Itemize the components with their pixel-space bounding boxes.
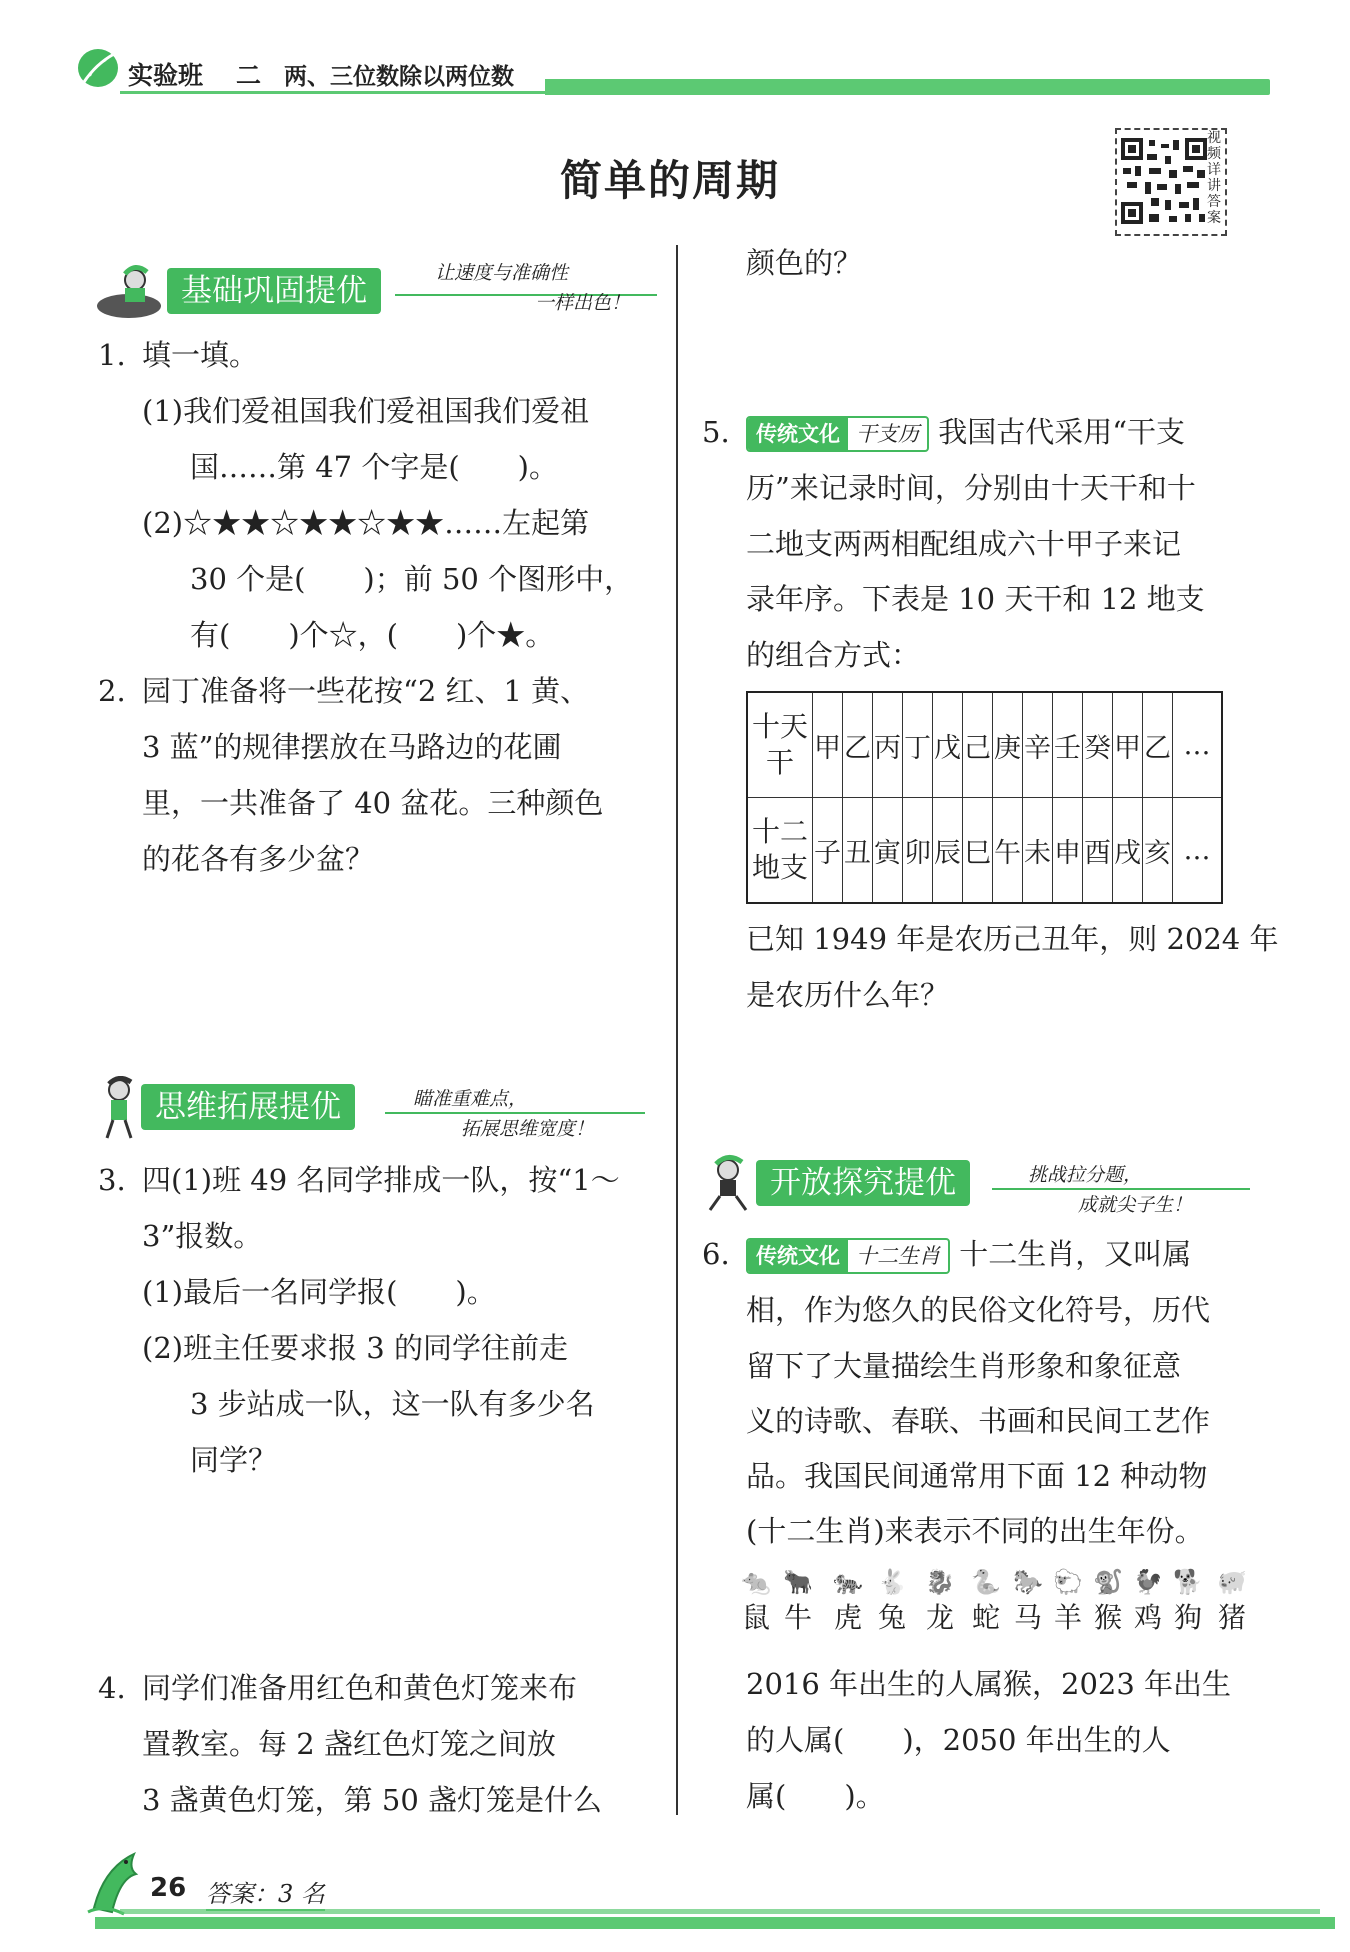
- zodiac-item: [872, 1566, 912, 1638]
- zodiac-item: [736, 1566, 776, 1638]
- q6-line: 十二生肖，又叫属: [959, 1237, 1192, 1271]
- table-cell: 甲: [1113, 692, 1143, 798]
- zodiac-name: 鼠: [741, 1601, 770, 1634]
- ganzhi-table: [746, 691, 1223, 904]
- q6-tag-right: 十二生肖: [856, 1244, 940, 1268]
- q1-line: 有( )个☆，( )个★。: [190, 618, 555, 652]
- zodiac-name: 狗: [1173, 1601, 1202, 1634]
- q2-line: 的花各有多少盆？: [142, 842, 375, 876]
- header-class-label: 实验班: [128, 61, 204, 90]
- q6-after-line: 2016 年出生的人属猴，2023 年出生: [746, 1667, 1232, 1701]
- leaf-logo-icon: [76, 46, 122, 90]
- page-title: 简单的周期: [560, 156, 781, 205]
- table-cell: 寅: [873, 798, 903, 904]
- zodiac-name: 蛇: [971, 1601, 1000, 1634]
- table-cell: 子: [813, 798, 843, 904]
- section-basic-header: [95, 256, 665, 326]
- zodiac-item: [1128, 1566, 1168, 1638]
- zodiac-item: [1212, 1566, 1252, 1638]
- section-open-header: [700, 1148, 1260, 1218]
- section-thinking-slogan-1: 瞄准重难点，: [413, 1088, 528, 1110]
- table-cell: 辛: [1023, 692, 1053, 798]
- q1-line: 填一填。: [142, 338, 259, 372]
- q5-line: 历”来记录时间，分别由十天干和十: [746, 471, 1196, 505]
- q3-line: (2)班主任要求报 3 的同学往前走: [142, 1331, 568, 1365]
- q6-line: 品。我国民间通常用下面 12 种动物: [746, 1459, 1208, 1493]
- q6-line: 义的诗歌、春联、书画和民间工艺作: [746, 1404, 1211, 1438]
- table-cell: 卯: [903, 798, 933, 904]
- snake-icon: 🐍: [971, 1568, 1001, 1596]
- zodiac-item: [920, 1566, 960, 1638]
- tiger-icon: 🐅: [833, 1568, 863, 1596]
- table-cell: 酉: [1083, 798, 1113, 904]
- zodiac-name: 马: [1013, 1601, 1042, 1634]
- zodiac-row: [736, 1566, 1266, 1656]
- q1-number: 1.: [98, 338, 126, 372]
- q2-line: 里，一共准备了 40 盆花。三种颜色: [142, 786, 604, 820]
- q3-line: 3”报数。: [142, 1219, 263, 1253]
- q5-line: 二地支两两相配组成六十甲子来记: [746, 527, 1182, 561]
- q5-tag-line: [746, 404, 1185, 460]
- section-open-slogan-1: 挑战拉分题，: [1028, 1164, 1143, 1186]
- table-head-text: 十天: [751, 710, 808, 743]
- q4-line: 置教室。每 2 盏红色灯笼之间放: [142, 1727, 556, 1761]
- q4-line: 颜色的？: [746, 246, 863, 280]
- q5-line: 我国古代采用“干支: [938, 415, 1186, 449]
- zodiac-item: [778, 1566, 818, 1638]
- q5-after-line: 已知 1949 年是农历己丑年，则 2024 年: [746, 922, 1279, 956]
- qr-code-icon: [1121, 138, 1207, 224]
- table-cell: 壬: [1053, 692, 1083, 798]
- zodiac-name: 牛: [783, 1601, 812, 1634]
- table-cell: 丁: [903, 692, 933, 798]
- table-cell: 甲: [813, 692, 843, 798]
- mascot-icon: [95, 262, 167, 322]
- q3-line: (1)最后一名同学报( )。: [142, 1275, 496, 1309]
- section-thinking-label: 思维拓展提优: [141, 1084, 355, 1130]
- q1-line: 国……第 47 个字是( )。: [190, 450, 558, 484]
- page-number: 26: [150, 1873, 187, 1903]
- zodiac-name: 猴: [1093, 1601, 1122, 1634]
- zodiac-name: 羊: [1053, 1601, 1082, 1634]
- zodiac-item: [1168, 1566, 1208, 1638]
- zodiac-item: [966, 1566, 1006, 1638]
- q2-line: 3 蓝”的规律摆放在马路边的花圃: [142, 730, 562, 764]
- section-thinking-header: [95, 1072, 665, 1142]
- q3-line: 四(1)班 49 名同学排成一队，按“1～: [142, 1163, 620, 1197]
- table-cell: 午: [993, 798, 1023, 904]
- q6-after-line: 属( )。: [746, 1779, 885, 1813]
- q4-number: 4.: [98, 1671, 126, 1705]
- column-divider: [676, 245, 678, 1815]
- table-cell: 乙: [843, 692, 873, 798]
- table-cell: 未: [1023, 798, 1053, 904]
- dog-icon: 🐕: [1173, 1568, 1203, 1596]
- section-basic-slogan-2: 一样出色！: [535, 292, 631, 314]
- q5-after-line: 是农历什么年？: [746, 978, 950, 1012]
- table-cell: 申: [1053, 798, 1083, 904]
- table-cell: 辰: [933, 798, 963, 904]
- zodiac-item: [1088, 1566, 1128, 1638]
- table-cell: 丑: [843, 798, 873, 904]
- table-head-text: 干: [765, 746, 794, 779]
- q3-line: 3 步站成一队，这一队有多少名: [190, 1387, 595, 1421]
- q5-line: 录年序。下表是 10 天干和 12 地支: [746, 582, 1205, 616]
- footer-bar: [95, 1917, 1335, 1929]
- q5-line: 的组合方式：: [746, 638, 921, 672]
- table-head-cell: [747, 692, 813, 798]
- section-thinking-slogan-2: 拓展思维宽度！: [461, 1118, 595, 1140]
- table-cell: 乙: [1143, 692, 1173, 798]
- dolphin-icon: [84, 1848, 144, 1918]
- horse-icon: 🐎: [1013, 1568, 1043, 1596]
- table-cell: 庚: [993, 692, 1023, 798]
- dragon-icon: 🐉: [925, 1568, 955, 1596]
- zodiac-item: [828, 1566, 868, 1638]
- sheep-icon: 🐑: [1053, 1568, 1083, 1596]
- q6-after-line: 的人属( )，2050 年出生的人: [746, 1723, 1171, 1757]
- table-row: [747, 692, 1222, 798]
- table-cell: 巳: [963, 798, 993, 904]
- zodiac-name: 兔: [877, 1601, 906, 1634]
- table-cell: 癸: [1083, 692, 1113, 798]
- rat-icon: 🐀: [741, 1568, 771, 1596]
- q1-line: (1)我们爱祖国我们爱祖国我们爱祖: [142, 394, 590, 428]
- zodiac-item: [1048, 1566, 1088, 1638]
- header-chapter: 两、三位数除以两位数: [284, 64, 514, 90]
- header-unit: 二: [236, 61, 262, 90]
- zodiac-name: 龙: [925, 1601, 954, 1634]
- q6-tag: [746, 1238, 950, 1274]
- q5-tag-right: 干支历: [856, 422, 919, 446]
- table-head-cell: [747, 798, 813, 904]
- zodiac-name: 猪: [1217, 1601, 1246, 1634]
- q5-tag: [746, 416, 929, 452]
- table-cell: 亥: [1143, 798, 1173, 904]
- q6-line: 相，作为悠久的民俗文化符号，历代: [746, 1293, 1211, 1327]
- q6-line: 留下了大量描绘生肖形象和象征意: [746, 1349, 1182, 1383]
- q6-tag-left: 传统文化: [748, 1240, 848, 1272]
- ox-icon: 🐂: [783, 1568, 813, 1596]
- table-cell: 戊: [933, 692, 963, 798]
- qr-code[interactable]: [1115, 128, 1227, 236]
- table-cell: 戌: [1113, 798, 1143, 904]
- table-row: [747, 798, 1222, 904]
- q3-number: 3.: [98, 1163, 126, 1197]
- q5-tag-left: 传统文化: [748, 418, 848, 450]
- qr-label: 视频详讲答案: [1207, 130, 1221, 226]
- q5-number: 5.: [702, 415, 730, 449]
- zodiac-name: 鸡: [1133, 1601, 1162, 1634]
- section-basic-label: 基础巩固提优: [167, 268, 381, 314]
- table-cell: 丙: [873, 692, 903, 798]
- rooster-icon: 🐓: [1133, 1568, 1163, 1596]
- q2-number: 2.: [98, 674, 126, 708]
- zodiac-name: 虎: [833, 1601, 862, 1634]
- table-cell: …: [1173, 798, 1223, 904]
- q4-line: 同学们准备用红色和黄色灯笼来布: [142, 1671, 578, 1705]
- zodiac-item: [1008, 1566, 1048, 1638]
- q2-line: 园丁准备将一些花按“2 红、1 黄、: [142, 674, 590, 708]
- table-head-text: 十二: [751, 815, 808, 848]
- q3-line: 同学？: [190, 1443, 278, 1477]
- monkey-icon: 🐒: [1093, 1568, 1123, 1596]
- q1-line: (2)☆★★☆★★☆★★……左起第: [142, 506, 590, 540]
- section-basic-slogan-1: 让速度与准确性: [435, 262, 569, 284]
- q4-line: 3 盏黄色灯笼，第 50 盏灯笼是什么: [142, 1783, 603, 1817]
- table-cell: …: [1173, 692, 1223, 798]
- section-open-slogan-2: 成就尖子生！: [1078, 1194, 1193, 1216]
- table-head-text: 地支: [751, 851, 808, 884]
- header-bar: [545, 79, 1270, 95]
- q6-number: 6.: [702, 1237, 730, 1271]
- rabbit-icon: 🐇: [877, 1568, 907, 1596]
- section-open-label: 开放探究提优: [756, 1160, 970, 1206]
- answer-text: 答案：3 名: [206, 1874, 325, 1911]
- q1-line: 30 个是( )；前 50 个图形中，: [190, 562, 634, 596]
- table-cell: 己: [963, 692, 993, 798]
- q6-tag-line: [746, 1226, 1191, 1282]
- mascot-icon: [700, 1154, 760, 1214]
- pig-icon: 🐖: [1217, 1568, 1247, 1596]
- q6-line: (十二生肖)来表示不同的出生年份。: [746, 1514, 1204, 1548]
